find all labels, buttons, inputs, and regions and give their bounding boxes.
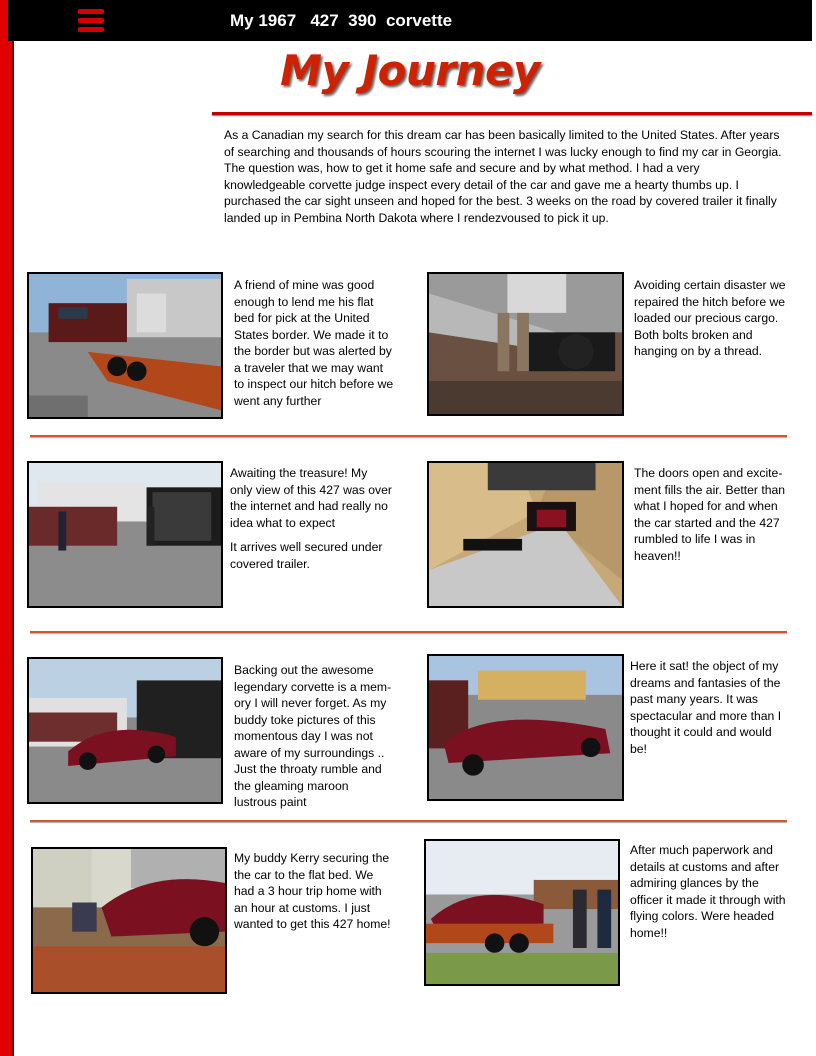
left-accent-bar-shadow [12, 0, 14, 1056]
heading-divider [212, 112, 812, 115]
caption-arrives-text: It arrives well secured under covered trailer. [230, 540, 383, 571]
photo-backing-out [27, 657, 223, 804]
section-divider [30, 820, 787, 822]
site-title: My 1967 427 390 corvette [230, 11, 453, 30]
caption-flatbed: A friend of mine was good enough to lend me his flat bed for pick at the United States border. We made it to the border but was alerted by a traveler that we may want to inspect our hitch before we went any further [234, 278, 394, 408]
caption-securing: My buddy Kerry securing the the car to the flat bed. We had a 3 hour trip home with an hour at customs. I just wanted to get this 427 home! [234, 851, 391, 931]
page-title: My Journey [280, 46, 540, 95]
hamburger-menu-icon[interactable] [78, 9, 104, 33]
caption-hitch: Avoiding certain disaster we repaired the hitch before we loaded our precious cargo. Both bolts broken and hanging on by a thread. [634, 278, 786, 358]
section-divider [30, 435, 787, 437]
photo-car-sitting [427, 654, 624, 801]
caption-awaiting [230, 465, 392, 572]
caption-customs: After much paperwork and details at customs and after admiring glances by the officer it made it through with flying colors. Were headed home!! [630, 843, 786, 940]
caption-backing-out: Backing out the awesome legendary corvette is a mem-ory I will never forget. As my buddy toke pictures of this momentous day I was not aware of my surroundings .. Just the throaty rumble and the gleaming maroon lustrous paint [234, 663, 392, 809]
photo-customs [424, 839, 620, 986]
section-divider [30, 631, 787, 633]
intro-paragraph: As a Canadian my search for this dream car has been basically limited to the United States. After years of searching and thousands of hours scouring the internet I was lucky enough to find my car in Georgia. The question was, how to get it home safe and secure and by what method. I had a very knowledgeable corvette judge inspect every detail of the car and gave me a hearty thumbs up. I purchased the car sight unseen and hoped for the best. 3 weeks on the road by covered trailer it finally landed up in Pembina North Dakota where I rendezvoused to pick it up. [224, 128, 782, 225]
photo-securing-car [31, 847, 227, 994]
caption-here-it-sat: Here it sat! the object of my dreams and fantasies of the past many years. It was spectacular and more than I thought it could and would be! [630, 659, 782, 756]
caption-doors-open: The doors open and excite-ment fills the air. Better than what I hoped for and when the car started and the 427 rumbled to life I was in heaven!! [634, 466, 786, 563]
photo-broken-hitch [427, 272, 624, 416]
photo-flatbed-trailer [27, 272, 223, 419]
photo-awaiting-trailer [27, 461, 223, 608]
photo-trailer-interior [427, 461, 624, 608]
caption-awaiting-text: Awaiting the treasure! My only view of this 427 was over the internet and had really no idea what to expect [230, 466, 392, 530]
header-bar [8, 0, 812, 41]
left-accent-bar [0, 0, 12, 1056]
